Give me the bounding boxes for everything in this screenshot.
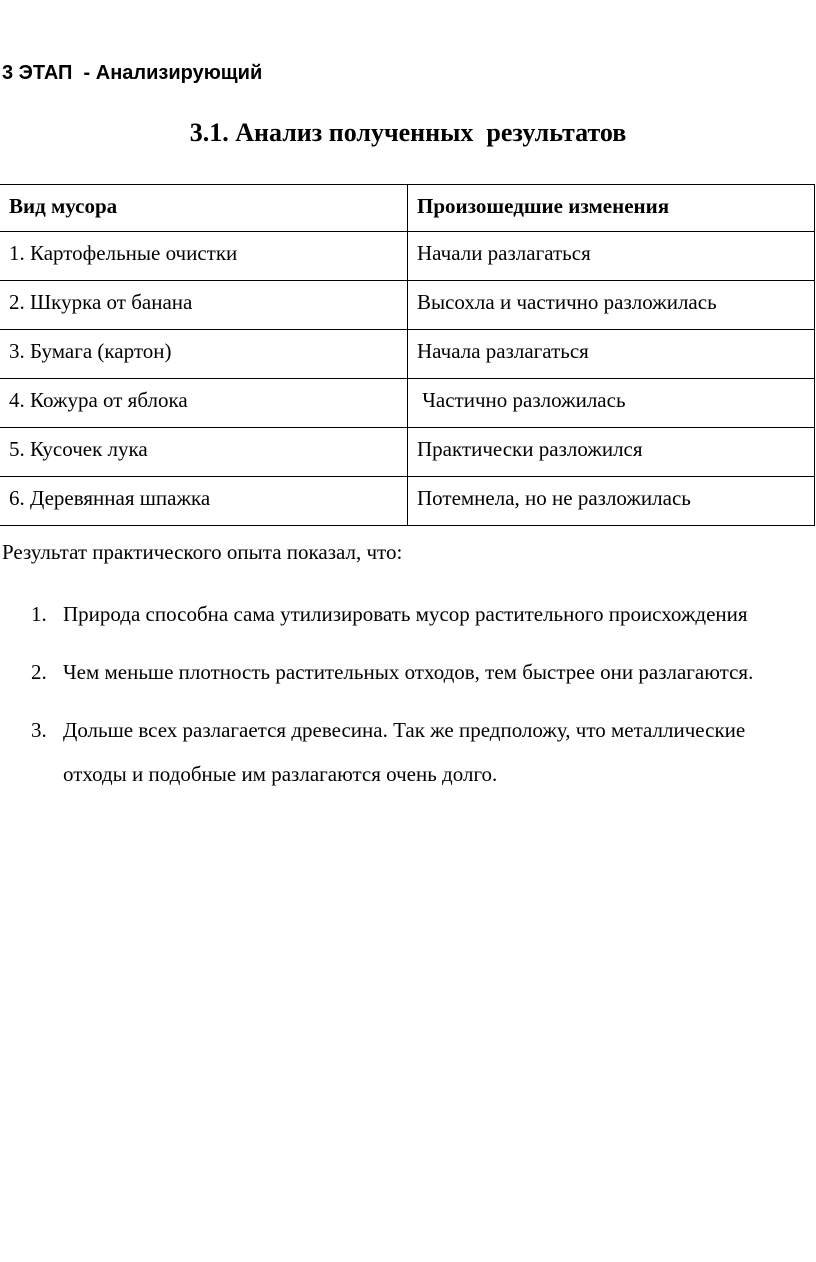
waste-type-cell: 4. Кожура от яблока — [0, 379, 408, 428]
change-cell: Потемнела, но не разложилась — [408, 477, 815, 526]
list-item — [0, 708, 800, 796]
list-item-number: 1. — [31, 602, 47, 626]
list-item — [0, 650, 800, 694]
table-row — [0, 477, 815, 526]
list-item-text: Чем меньше плотность растительных отходов, тем быстрее они разлагаются. — [63, 660, 754, 684]
table-header-row — [0, 185, 815, 232]
change-cell: Частично разложилась — [408, 379, 815, 428]
change-cell: Начала разлагаться — [408, 330, 815, 379]
table-row — [0, 379, 815, 428]
change-cell: Высохла и частично разложилась — [408, 281, 815, 330]
conclusion-intro: Результат практического опыта показал, что: — [2, 540, 403, 564]
table-row — [0, 281, 815, 330]
list-item-text: Природа способна сама утилизировать мусор растительного происхождения — [63, 602, 748, 626]
results-table — [0, 184, 815, 526]
table-row — [0, 232, 815, 281]
list-item — [0, 592, 800, 636]
conclusions-list — [0, 592, 800, 810]
stage-heading: 3 ЭТАП - Анализирующий — [2, 62, 263, 84]
table-row — [0, 330, 815, 379]
change-cell: Начали разлагаться — [408, 232, 815, 281]
change-cell: Практически разложился — [408, 428, 815, 477]
waste-type-cell: 3. Бумага (картон) — [0, 330, 408, 379]
column-header-changes: Произошедшие изменения — [408, 185, 815, 232]
waste-type-cell: 6. Деревянная шпажка — [0, 477, 408, 526]
table-row — [0, 428, 815, 477]
waste-type-cell: 5. Кусочек лука — [0, 428, 408, 477]
waste-type-cell: 2. Шкурка от банана — [0, 281, 408, 330]
waste-type-cell: 1. Картофельные очистки — [0, 232, 408, 281]
list-item-number: 2. — [31, 660, 47, 684]
section-title: 3.1. Анализ полученных результатов — [189, 118, 627, 147]
list-item-number: 3. — [31, 718, 47, 742]
column-header-waste-type: Вид мусора — [0, 185, 408, 232]
list-item-text: Дольше всех разлагается древесина. Так же предположу, что металлические отходы и подобные им разлагаются очень долго. — [63, 718, 746, 786]
